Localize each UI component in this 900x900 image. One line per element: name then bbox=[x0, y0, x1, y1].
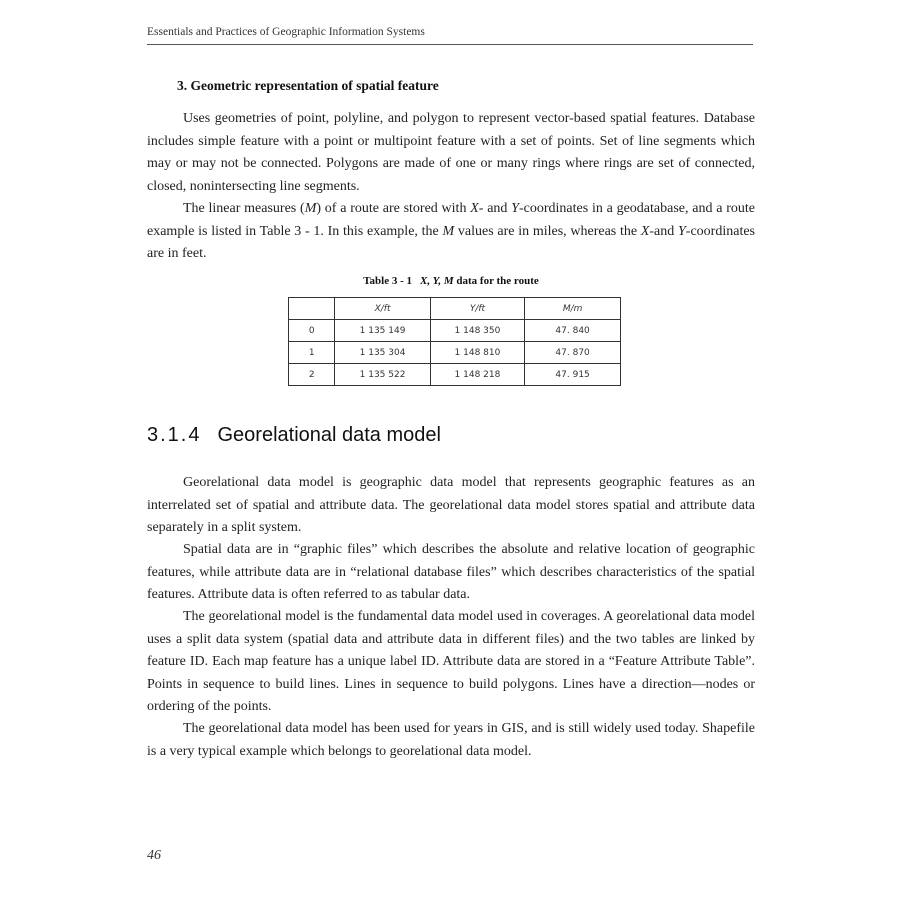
table-cell: 1 148 218 bbox=[430, 364, 525, 386]
table-row bbox=[289, 364, 621, 386]
table-row bbox=[289, 342, 621, 364]
route-data-table bbox=[288, 297, 621, 386]
section-title: Georelational data model bbox=[217, 424, 441, 446]
table-cell: 1 135 304 bbox=[335, 342, 430, 364]
table-cell: 1 135 522 bbox=[335, 364, 430, 386]
paragraph-linear-measures: The linear measures (M) of a route are stored with X- and Y-coordinates in a geodatabase, and a route example is listed in Table 3 - 1. In this example, the M values are in miles, whereas the X-and Y-coordinates are in feet. bbox=[147, 201, 755, 261]
running-header: Essentials and Practices of Geographic Information Systems bbox=[147, 26, 753, 45]
paragraph-coverages: The georelational model is the fundamental data model used in coverages. A georelational data model uses a split data system (spatial data and attribute data in different files) and the two tables are linked by feature ID. Each map feature has a unique label ID. Attribute data are stored in a “Feature Attribute Table”. Points in sequence to build lines. Lines in sequence to build polygons. Lines have a direction—nodes or ordering of the points. bbox=[147, 609, 755, 714]
page-number: 46 bbox=[147, 848, 161, 863]
table-cell: 1 148 810 bbox=[430, 342, 525, 364]
table-cell: 47. 870 bbox=[525, 342, 621, 364]
table-cell: 2 bbox=[289, 364, 335, 386]
table-caption-text: data for the route bbox=[456, 275, 539, 287]
table-caption bbox=[147, 275, 755, 287]
paragraph-geometry: Uses geometries of point, polyline, and polygon to represent vector-based spatial features. Database includes simple feature with a point or multipoint feature with a set of points. Set of line segments which may or may not be connected. Polygons are made of one or many rings where rings are set of connected, closed, nonintersecting line segments. bbox=[147, 111, 755, 194]
table-header-cell bbox=[289, 298, 335, 320]
table-caption-vars: X, Y, M bbox=[420, 275, 454, 287]
table-header-row bbox=[289, 298, 621, 320]
paragraph-spatial-data: Spatial data are in “graphic files” which describes the absolute and relative location of geographic features, while attribute data are in “relational database files” which describes characteristics of the spatial features. Attribute data is often referred to as tabular data. bbox=[147, 542, 755, 602]
table-header-cell: M/m bbox=[525, 298, 621, 320]
table-row bbox=[289, 320, 621, 342]
paragraph-definition: Georelational data model is geographic data model that represents geographic features as an interrelated set of spatial and attribute data. The georelational data model stores spatial and attribute data separately in a split system. bbox=[147, 475, 755, 535]
table-cell: 1 bbox=[289, 342, 335, 364]
table-cell: 1 135 149 bbox=[335, 320, 430, 342]
section-number: 3.1.4 bbox=[147, 424, 202, 446]
table-caption-label: Table 3 - 1 bbox=[363, 275, 412, 287]
table-cell: 47. 915 bbox=[525, 364, 621, 386]
table-header-cell: X/ft bbox=[335, 298, 430, 320]
table-cell: 0 bbox=[289, 320, 335, 342]
table-cell: 1 148 350 bbox=[430, 320, 525, 342]
table-header-cell: Y/ft bbox=[430, 298, 525, 320]
section-heading bbox=[147, 424, 441, 447]
subsection-heading: 3. Geometric representation of spatial feature bbox=[177, 78, 439, 93]
paragraph-shapefile: The georelational data model has been used for years in GIS, and is still widely used today. Shapefile is a very typical example which belongs to georelational data model. bbox=[147, 721, 755, 759]
table-cell: 47. 840 bbox=[525, 320, 621, 342]
